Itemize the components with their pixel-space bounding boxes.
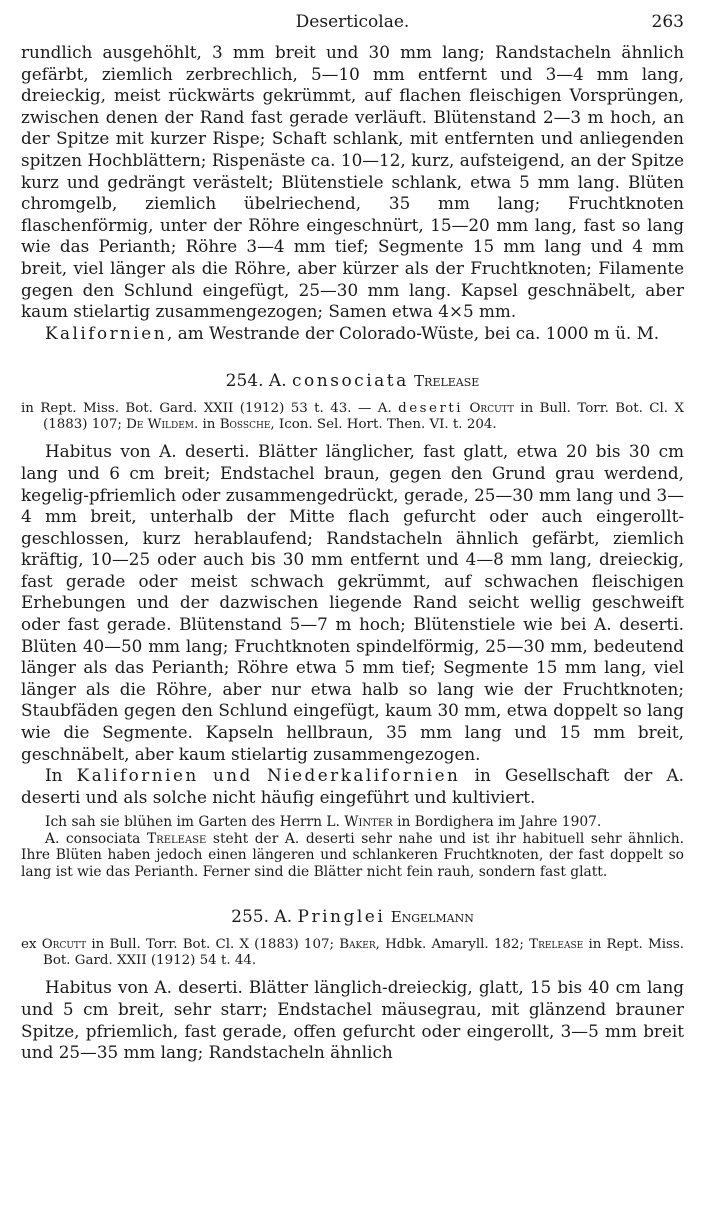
species-description-254: Habitus von A. deserti. Blätter länglicher, fast glatt, etwa 20 bis 30 cm lang und 6 cm breit; Endstachel braun, gegen den Grund grau werdend, kegelig-pfriemlich oder zusammengedrückt, gerade, 25—30 mm lang und 3—4 mm breit, unterhalb der Mitte flach gefurcht oder auch eingerollt-geschlossen, kurz herablaufend; Randstacheln ähnlich gefärbt, ziemlich kräftig, 10—25 oder auch bis 30 mm entfernt und 4—8 mm lang, dreieckig, fast gerade oder meist schwach gekrümmt, auf schwachen fleischigen Erhebungen und der dazwischen liegende Rand seicht wellig geschweift oder fast gerade. Blütenstand 5—7 m hoch; Blütenstiele wie bei A. deserti. Blüten 40—50 mm lang; Fruchtknoten spindelförmig, 25—30 mm, bedeutend länger als das Perianth; Röhre etwa 5 mm tief; Segmente 15 mm lang, viel länger als die Röhre, aber nur etwa halb so lang wie der Fruchtknoten; Staubfäden gegen den Schlund eingefügt, kaum 30 mm, etwa doppelt so lang wie die Segmente. Kapseln hellbraun, 35 mm lang und 15 mm breit, geschnäbelt, aber kaum stielartig zusammengezogen. [21, 441, 684, 764]
species-author: Engelmann [390, 908, 474, 927]
species-references-255 [21, 937, 684, 969]
ref-species: deserti [398, 401, 464, 417]
ref-text: in Rept. Miss. Bot. Gard. XXII (1912) 53 t. 43. — A. [21, 401, 392, 417]
species-heading-254 [21, 371, 684, 391]
note-author: Trelease [146, 830, 207, 847]
ref-author: Orcutt [469, 401, 514, 417]
ref-text: , Hdbk. Amaryll. 182; [375, 937, 524, 953]
species-references-254 [21, 401, 684, 433]
paragraph-continued-description: rundlich ausgehöhlt, 3 mm breit und 30 mm lang; Randstacheln ähnlich gefärbt, ziemlich zerbrechlich, 5—10 mm entfernt und 3—4 mm lang, dreieckig, meist rückwärts gekrümmt, auf flachen fleischigen Vorsprüngen, zwischen denen der Rand fast gerade verläuft. Blütenstand 2—3 m hoch, an der Spitze mit kurzer Rispe; Schaft schlank, mit entfernten und anliegenden spitzen Hochblättern; Rispenäste ca. 10—12, kurz, aufsteigend, an der Spitze kurz und gedrängt verästelt; Blütenstiele schlank, etwa 5 mm lang. Blüten chromgelb, ziemlich übelriechend, 35 mm lang; Fruchtknoten flaschenförmig, unter der Röhre eingeschnürt, 15—20 mm lang, fast so lang wie das Perianth; Röhre 3—4 mm tief; Segmente 15 mm lang und 4 mm breit, viel länger als die Röhre, aber kürzer als der Fruchtknoten; Filamente gegen den Schlund eingefügt, 25—30 mm lang. Kapsel geschnäbelt, aber kaum stielartig zusammengezogen; Samen etwa 4×5 mm. [21, 42, 684, 322]
ref-author: Orcutt [41, 937, 87, 953]
ref-text: in Bull. Torr. Bot. Cl. X (1883) 107; [43, 401, 685, 433]
ref-text: in Rept. Miss. Bot. Gard. XXII (1912) 54 t. 44. [43, 937, 684, 969]
dist-text: In [45, 765, 63, 786]
page-number: 263 [651, 12, 684, 32]
running-head-title: Deserticolae. [295, 12, 410, 32]
ref-author: Bossche [219, 417, 271, 433]
species-heading-255 [21, 907, 684, 927]
species-distribution-254 [21, 765, 684, 808]
ref-text: , Icon. Sel. Hort. Then. VI. t. 204. [270, 417, 497, 433]
ref-author: Trelease [529, 937, 584, 953]
note-text: in Bordighera im Jahre 1907. [397, 814, 602, 831]
species-notes-254 [21, 814, 684, 880]
note-text: steht der A. deserti sehr nahe und ist ihr habituell sehr ähnlich. Ihre Blüten haben jedoch einen längeren und schlankeren Fruchtknoten, der fast doppelt so lang ist wie das Perianth. Ferner sind die Blätter nicht fein rauh, sondern fast glatt. [21, 830, 685, 880]
ref-text: in [202, 417, 216, 433]
distribution-region: Kalifornien [45, 322, 168, 343]
distribution-kalifornien [21, 323, 684, 345]
note-text: Ich sah sie blühen im Garten des Herrn [45, 814, 322, 831]
ref-author: De Wildem. [126, 417, 199, 433]
distribution-region: Niederkalifornien [267, 765, 461, 786]
distribution-detail: , am Westrande der Colorado-Wüste, bei ca. 1000 m ü. M. [167, 322, 660, 343]
distribution-region: Kalifornien [76, 765, 199, 786]
species-number: 255. A. [231, 907, 293, 928]
ref-author: Baker [339, 937, 376, 953]
species-description-255: Habitus von A. deserti. Blätter länglich-dreieckig, glatt, 15 bis 40 cm lang und 5 cm breit, sehr starr; Endstachel mäusegrau, mit glänzend brauner Spitze, pfriemlich, fast gerade, offen gefurcht oder eingerollt, 3—5 mm breit und 25—35 mm lang; Randstacheln ähnlich [21, 977, 684, 1063]
species-number: 254. A. [225, 371, 287, 392]
ref-text: ex [21, 937, 37, 953]
running-head [21, 10, 684, 42]
species-name: Pringlei [297, 907, 386, 928]
species-name: consociata [292, 371, 409, 392]
note-cultivation [21, 814, 684, 831]
dist-text: in Gesellschaft der A. deserti und als solche nicht häufig eingeführt und kultiviert. [21, 765, 684, 807]
dist-text: und [212, 765, 253, 786]
note-comparison [21, 831, 684, 881]
note-text: A. consociata [45, 830, 141, 847]
ref-text: in Bull. Torr. Bot. Cl. X (1883) 107; [91, 937, 334, 953]
species-author: Trelease [414, 372, 480, 391]
note-person: L. Winter [326, 814, 393, 831]
